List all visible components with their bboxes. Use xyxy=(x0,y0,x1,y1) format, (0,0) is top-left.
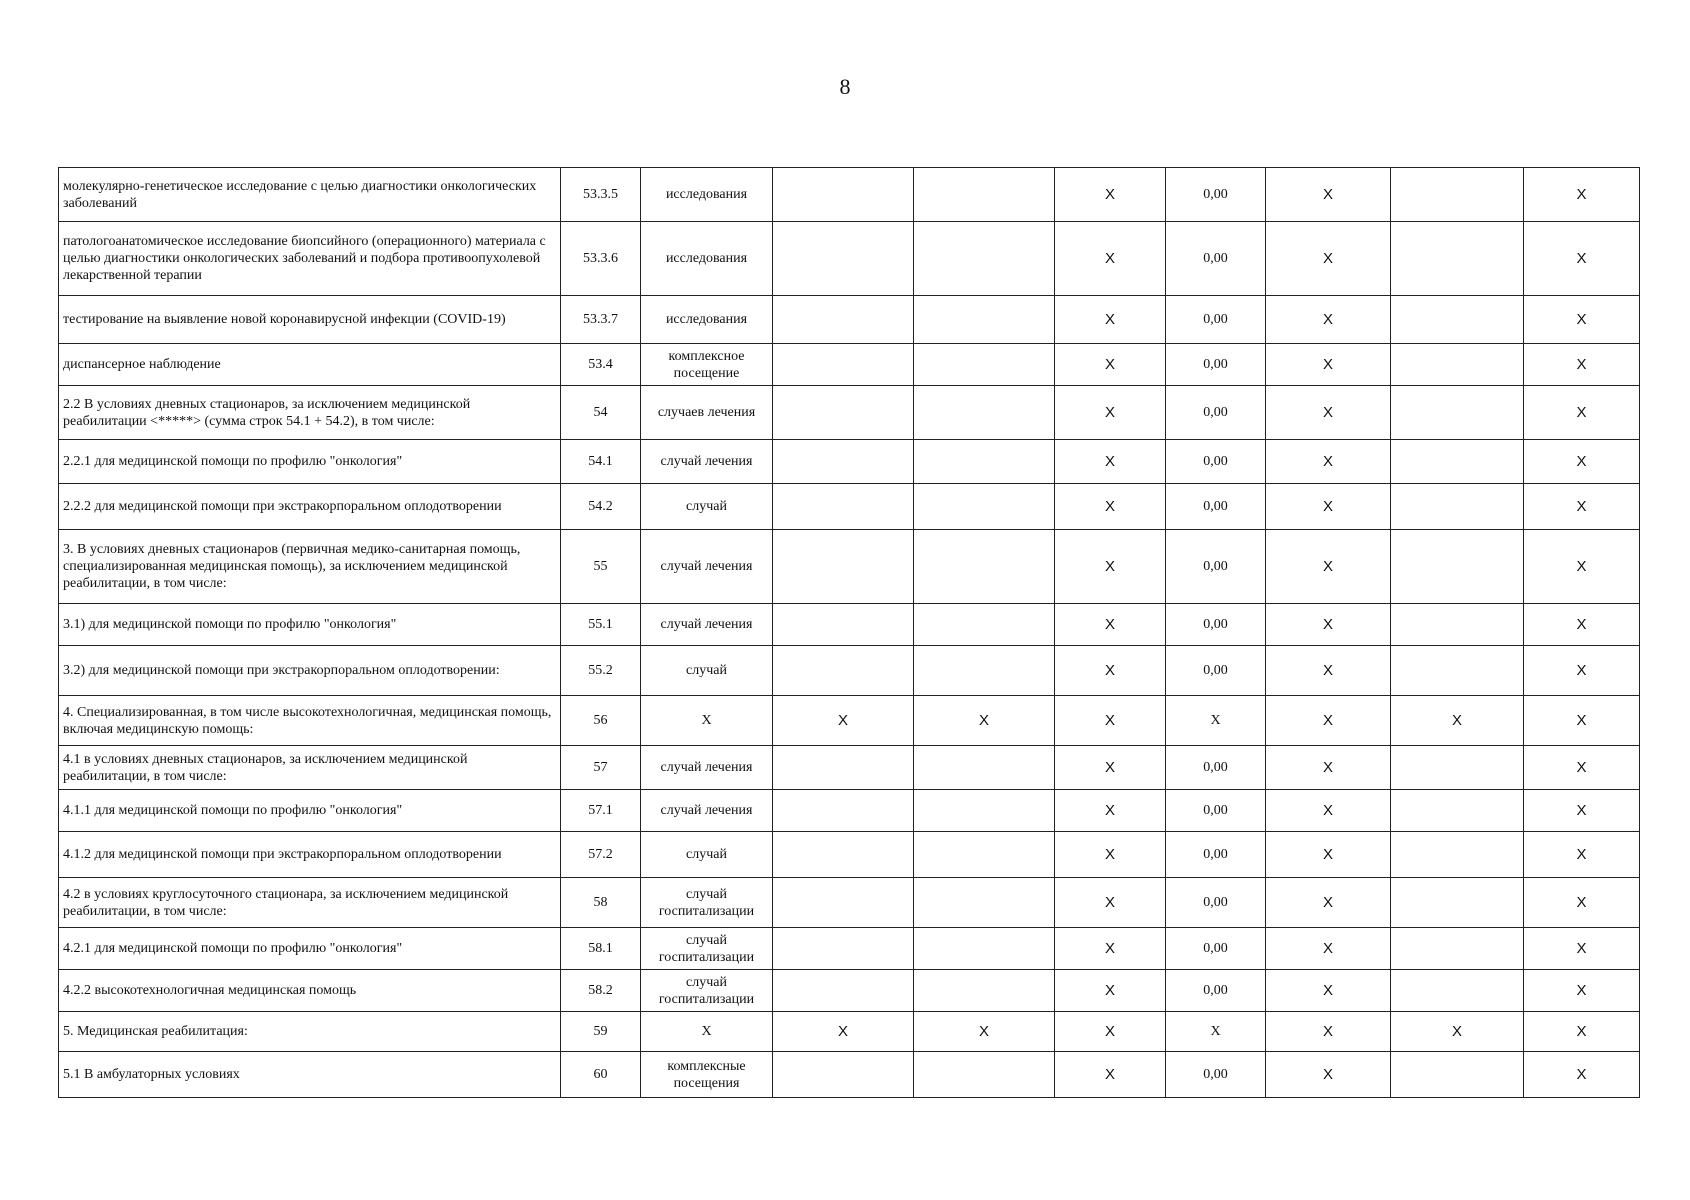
row-code-cell: 58.1 xyxy=(561,928,641,970)
row-code-cell: 59 xyxy=(561,1012,641,1052)
value-cell-col9: X xyxy=(1524,344,1640,386)
value-cell-col4 xyxy=(914,484,1055,530)
value-cell-col5: X xyxy=(1055,1012,1166,1052)
value-cell-col4 xyxy=(914,746,1055,790)
value-cell-col6: 0,00 xyxy=(1166,790,1266,832)
row-code-cell: 54.2 xyxy=(561,484,641,530)
value-cell-col5: X xyxy=(1055,168,1166,222)
value-cell-col3 xyxy=(773,928,914,970)
indicator-name-cell: 5.1 В амбулаторных условиях xyxy=(59,1052,561,1098)
value-cell-col7: X xyxy=(1266,440,1391,484)
unit-cell: исследования xyxy=(641,168,773,222)
value-cell-col6: 0,00 xyxy=(1166,1052,1266,1098)
value-cell-col3 xyxy=(773,646,914,696)
value-cell-col3 xyxy=(773,530,914,604)
value-cell-col4 xyxy=(914,222,1055,296)
value-cell-col3: X xyxy=(773,1012,914,1052)
unit-cell: случай лечения xyxy=(641,790,773,832)
value-cell-col8 xyxy=(1391,832,1524,878)
value-cell-col7: X xyxy=(1266,604,1391,646)
value-cell-col4 xyxy=(914,168,1055,222)
unit-cell: случай госпитализации xyxy=(641,970,773,1012)
value-cell-col5: X xyxy=(1055,386,1166,440)
table-row xyxy=(59,832,1640,878)
row-code-cell: 55.1 xyxy=(561,604,641,646)
value-cell-col7: X xyxy=(1266,832,1391,878)
unit-cell: X xyxy=(641,1012,773,1052)
value-cell-col8 xyxy=(1391,344,1524,386)
value-cell-col5: X xyxy=(1055,878,1166,928)
value-cell-col8: X xyxy=(1391,1012,1524,1052)
indicator-name-cell: молекулярно-генетическое исследование с целью диагностики онкологических заболеваний xyxy=(59,168,561,222)
row-code-cell: 53.4 xyxy=(561,344,641,386)
unit-cell: случай лечения xyxy=(641,604,773,646)
value-cell-col8 xyxy=(1391,970,1524,1012)
value-cell-col8 xyxy=(1391,296,1524,344)
value-cell-col4 xyxy=(914,928,1055,970)
value-cell-col6: 0,00 xyxy=(1166,530,1266,604)
value-cell-col7: X xyxy=(1266,746,1391,790)
table-row xyxy=(59,970,1640,1012)
value-cell-col3 xyxy=(773,386,914,440)
unit-cell: комплексные посещения xyxy=(641,1052,773,1098)
indicator-name-cell: 3. В условиях дневных стационаров (первичная медико-санитарная помощь, специализированная медицинская помощь), за исключением медицинской реабилитации, в том числе: xyxy=(59,530,561,604)
value-cell-col6: 0,00 xyxy=(1166,928,1266,970)
value-cell-col9: X xyxy=(1524,1052,1640,1098)
table-row xyxy=(59,604,1640,646)
value-cell-col3: X xyxy=(773,696,914,746)
table-body xyxy=(59,168,1640,1098)
table-row xyxy=(59,790,1640,832)
value-cell-col9: X xyxy=(1524,222,1640,296)
value-cell-col6: X xyxy=(1166,696,1266,746)
value-cell-col9: X xyxy=(1524,646,1640,696)
value-cell-col9: X xyxy=(1524,604,1640,646)
unit-cell: случай лечения xyxy=(641,746,773,790)
row-code-cell: 56 xyxy=(561,696,641,746)
value-cell-col5: X xyxy=(1055,484,1166,530)
value-cell-col4 xyxy=(914,646,1055,696)
row-code-cell: 54.1 xyxy=(561,440,641,484)
value-cell-col3 xyxy=(773,168,914,222)
value-cell-col3 xyxy=(773,790,914,832)
value-cell-col8 xyxy=(1391,790,1524,832)
value-cell-col7: X xyxy=(1266,878,1391,928)
value-cell-col9: X xyxy=(1524,970,1640,1012)
value-cell-col8 xyxy=(1391,386,1524,440)
unit-cell: исследования xyxy=(641,222,773,296)
table-row xyxy=(59,440,1640,484)
row-code-cell: 53.3.6 xyxy=(561,222,641,296)
row-code-cell: 60 xyxy=(561,1052,641,1098)
value-cell-col8 xyxy=(1391,530,1524,604)
value-cell-col8 xyxy=(1391,746,1524,790)
value-cell-col9: X xyxy=(1524,1012,1640,1052)
value-cell-col9: X xyxy=(1524,746,1640,790)
indicator-name-cell: 4.2.2 высокотехнологичная медицинская помощь xyxy=(59,970,561,1012)
table-row xyxy=(59,646,1640,696)
indicator-name-cell: 4.1.2 для медицинской помощи при экстракорпоральном оплодотворении xyxy=(59,832,561,878)
indicator-name-cell: 3.2) для медицинской помощи при экстракорпоральном оплодотворении: xyxy=(59,646,561,696)
unit-cell: случай госпитализации xyxy=(641,878,773,928)
unit-cell: случай лечения xyxy=(641,530,773,604)
value-cell-col6: 0,00 xyxy=(1166,746,1266,790)
unit-cell: исследования xyxy=(641,296,773,344)
value-cell-col8 xyxy=(1391,646,1524,696)
value-cell-col7: X xyxy=(1266,386,1391,440)
row-code-cell: 57.2 xyxy=(561,832,641,878)
value-cell-col6: 0,00 xyxy=(1166,832,1266,878)
value-cell-col5: X xyxy=(1055,440,1166,484)
value-cell-col7: X xyxy=(1266,928,1391,970)
value-cell-col4 xyxy=(914,970,1055,1012)
value-cell-col3 xyxy=(773,222,914,296)
table-row xyxy=(59,296,1640,344)
indicator-name-cell: 2.2.1 для медицинской помощи по профилю "онкология" xyxy=(59,440,561,484)
indicator-name-cell: 3.1) для медицинской помощи по профилю "онкология" xyxy=(59,604,561,646)
value-cell-col3 xyxy=(773,1052,914,1098)
value-cell-col3 xyxy=(773,484,914,530)
value-cell-col8 xyxy=(1391,440,1524,484)
value-cell-col8 xyxy=(1391,222,1524,296)
value-cell-col5: X xyxy=(1055,832,1166,878)
value-cell-col6: 0,00 xyxy=(1166,604,1266,646)
value-cell-col6: 0,00 xyxy=(1166,878,1266,928)
row-code-cell: 55 xyxy=(561,530,641,604)
table-row xyxy=(59,168,1640,222)
value-cell-col7: X xyxy=(1266,1052,1391,1098)
indicator-name-cell: 4.1.1 для медицинской помощи по профилю "онкология" xyxy=(59,790,561,832)
value-cell-col7: X xyxy=(1266,790,1391,832)
value-cell-col8 xyxy=(1391,878,1524,928)
indicator-name-cell: 4.1 в условиях дневных стационаров, за исключением медицинской реабилитации, в том числе: xyxy=(59,746,561,790)
value-cell-col6: X xyxy=(1166,1012,1266,1052)
table-row xyxy=(59,1052,1640,1098)
value-cell-col5: X xyxy=(1055,344,1166,386)
value-cell-col8 xyxy=(1391,1052,1524,1098)
table-row xyxy=(59,878,1640,928)
value-cell-col4 xyxy=(914,296,1055,344)
value-cell-col9: X xyxy=(1524,386,1640,440)
value-cell-col6: 0,00 xyxy=(1166,484,1266,530)
value-cell-col4: X xyxy=(914,696,1055,746)
value-cell-col7: X xyxy=(1266,696,1391,746)
value-cell-col4 xyxy=(914,530,1055,604)
indicator-name-cell: патологоанатомическое исследование биопсийного (операционного) материала с целью диагностики онкологических заболеваний и подбора противоопухолевой лекарственной терапии xyxy=(59,222,561,296)
value-cell-col5: X xyxy=(1055,1052,1166,1098)
table-row xyxy=(59,696,1640,746)
value-cell-col4 xyxy=(914,604,1055,646)
page-number: 8 xyxy=(839,74,851,99)
value-cell-col3 xyxy=(773,970,914,1012)
value-cell-col9: X xyxy=(1524,530,1640,604)
table-row xyxy=(59,222,1640,296)
value-cell-col9: X xyxy=(1524,440,1640,484)
value-cell-col8: X xyxy=(1391,696,1524,746)
value-cell-col7: X xyxy=(1266,222,1391,296)
indicator-name-cell: тестирование на выявление новой коронавирусной инфекции (COVID-19) xyxy=(59,296,561,344)
row-code-cell: 58 xyxy=(561,878,641,928)
value-cell-col3 xyxy=(773,746,914,790)
value-cell-col9: X xyxy=(1524,484,1640,530)
value-cell-col6: 0,00 xyxy=(1166,646,1266,696)
value-cell-col6: 0,00 xyxy=(1166,222,1266,296)
value-cell-col5: X xyxy=(1055,222,1166,296)
value-cell-col9: X xyxy=(1524,168,1640,222)
value-cell-col6: 0,00 xyxy=(1166,344,1266,386)
value-cell-col4 xyxy=(914,878,1055,928)
value-cell-col5: X xyxy=(1055,790,1166,832)
table-row xyxy=(59,386,1640,440)
table-row xyxy=(59,746,1640,790)
row-code-cell: 53.3.5 xyxy=(561,168,641,222)
value-cell-col6: 0,00 xyxy=(1166,440,1266,484)
value-cell-col6: 0,00 xyxy=(1166,386,1266,440)
value-cell-col3 xyxy=(773,296,914,344)
document-table xyxy=(58,167,1640,1098)
value-cell-col4 xyxy=(914,790,1055,832)
value-cell-col5: X xyxy=(1055,970,1166,1012)
table-row xyxy=(59,530,1640,604)
unit-cell: X xyxy=(641,696,773,746)
value-cell-col9: X xyxy=(1524,832,1640,878)
value-cell-col5: X xyxy=(1055,928,1166,970)
value-cell-col6: 0,00 xyxy=(1166,168,1266,222)
value-cell-col7: X xyxy=(1266,168,1391,222)
value-cell-col8 xyxy=(1391,484,1524,530)
value-cell-col9: X xyxy=(1524,878,1640,928)
unit-cell: случаев лечения xyxy=(641,386,773,440)
value-cell-col7: X xyxy=(1266,296,1391,344)
value-cell-col9: X xyxy=(1524,928,1640,970)
unit-cell: комплексное посещение xyxy=(641,344,773,386)
table-row xyxy=(59,484,1640,530)
value-cell-col9: X xyxy=(1524,790,1640,832)
value-cell-col7: X xyxy=(1266,1012,1391,1052)
value-cell-col4 xyxy=(914,386,1055,440)
indicator-name-cell: 2.2 В условиях дневных стационаров, за исключением медицинской реабилитации <*****> (сумма строк 54.1 + 54.2), в том числе: xyxy=(59,386,561,440)
value-cell-col5: X xyxy=(1055,530,1166,604)
value-cell-col8 xyxy=(1391,604,1524,646)
table-row xyxy=(59,344,1640,386)
row-code-cell: 55.2 xyxy=(561,646,641,696)
value-cell-col5: X xyxy=(1055,696,1166,746)
table-row xyxy=(59,928,1640,970)
unit-cell: случай xyxy=(641,646,773,696)
value-cell-col8 xyxy=(1391,168,1524,222)
value-cell-col9: X xyxy=(1524,696,1640,746)
row-code-cell: 57.1 xyxy=(561,790,641,832)
value-cell-col5: X xyxy=(1055,604,1166,646)
value-cell-col7: X xyxy=(1266,646,1391,696)
value-cell-col5: X xyxy=(1055,296,1166,344)
row-code-cell: 57 xyxy=(561,746,641,790)
row-code-cell: 58.2 xyxy=(561,970,641,1012)
unit-cell: случай госпитализации xyxy=(641,928,773,970)
value-cell-col9: X xyxy=(1524,296,1640,344)
indicator-name-cell: 4. Специализированная, в том числе высокотехнологичная, медицинская помощь, включая медицинскую помощь: xyxy=(59,696,561,746)
value-cell-col3 xyxy=(773,344,914,386)
unit-cell: случай лечения xyxy=(641,440,773,484)
indicator-name-cell: 4.2.1 для медицинской помощи по профилю "онкология" xyxy=(59,928,561,970)
value-cell-col3 xyxy=(773,604,914,646)
value-cell-col4 xyxy=(914,832,1055,878)
value-cell-col6: 0,00 xyxy=(1166,296,1266,344)
table-row xyxy=(59,1012,1640,1052)
indicator-name-cell: 4.2 в условиях круглосуточного стационара, за исключением медицинской реабилитации, в том числе: xyxy=(59,878,561,928)
indicator-name-cell: 2.2.2 для медицинской помощи при экстракорпоральном оплодотворении xyxy=(59,484,561,530)
value-cell-col8 xyxy=(1391,928,1524,970)
indicator-name-cell: диспансерное наблюдение xyxy=(59,344,561,386)
value-cell-col4 xyxy=(914,1052,1055,1098)
row-code-cell: 54 xyxy=(561,386,641,440)
value-cell-col3 xyxy=(773,878,914,928)
value-cell-col4: X xyxy=(914,1012,1055,1052)
value-cell-col4 xyxy=(914,440,1055,484)
unit-cell: случай xyxy=(641,832,773,878)
value-cell-col7: X xyxy=(1266,484,1391,530)
unit-cell: случай xyxy=(641,484,773,530)
value-cell-col4 xyxy=(914,344,1055,386)
value-cell-col5: X xyxy=(1055,646,1166,696)
value-cell-col3 xyxy=(773,440,914,484)
row-code-cell: 53.3.7 xyxy=(561,296,641,344)
value-cell-col7: X xyxy=(1266,530,1391,604)
value-cell-col3 xyxy=(773,832,914,878)
value-cell-col5: X xyxy=(1055,746,1166,790)
indicator-name-cell: 5. Медицинская реабилитация: xyxy=(59,1012,561,1052)
value-cell-col6: 0,00 xyxy=(1166,970,1266,1012)
value-cell-col7: X xyxy=(1266,344,1391,386)
value-cell-col7: X xyxy=(1266,970,1391,1012)
